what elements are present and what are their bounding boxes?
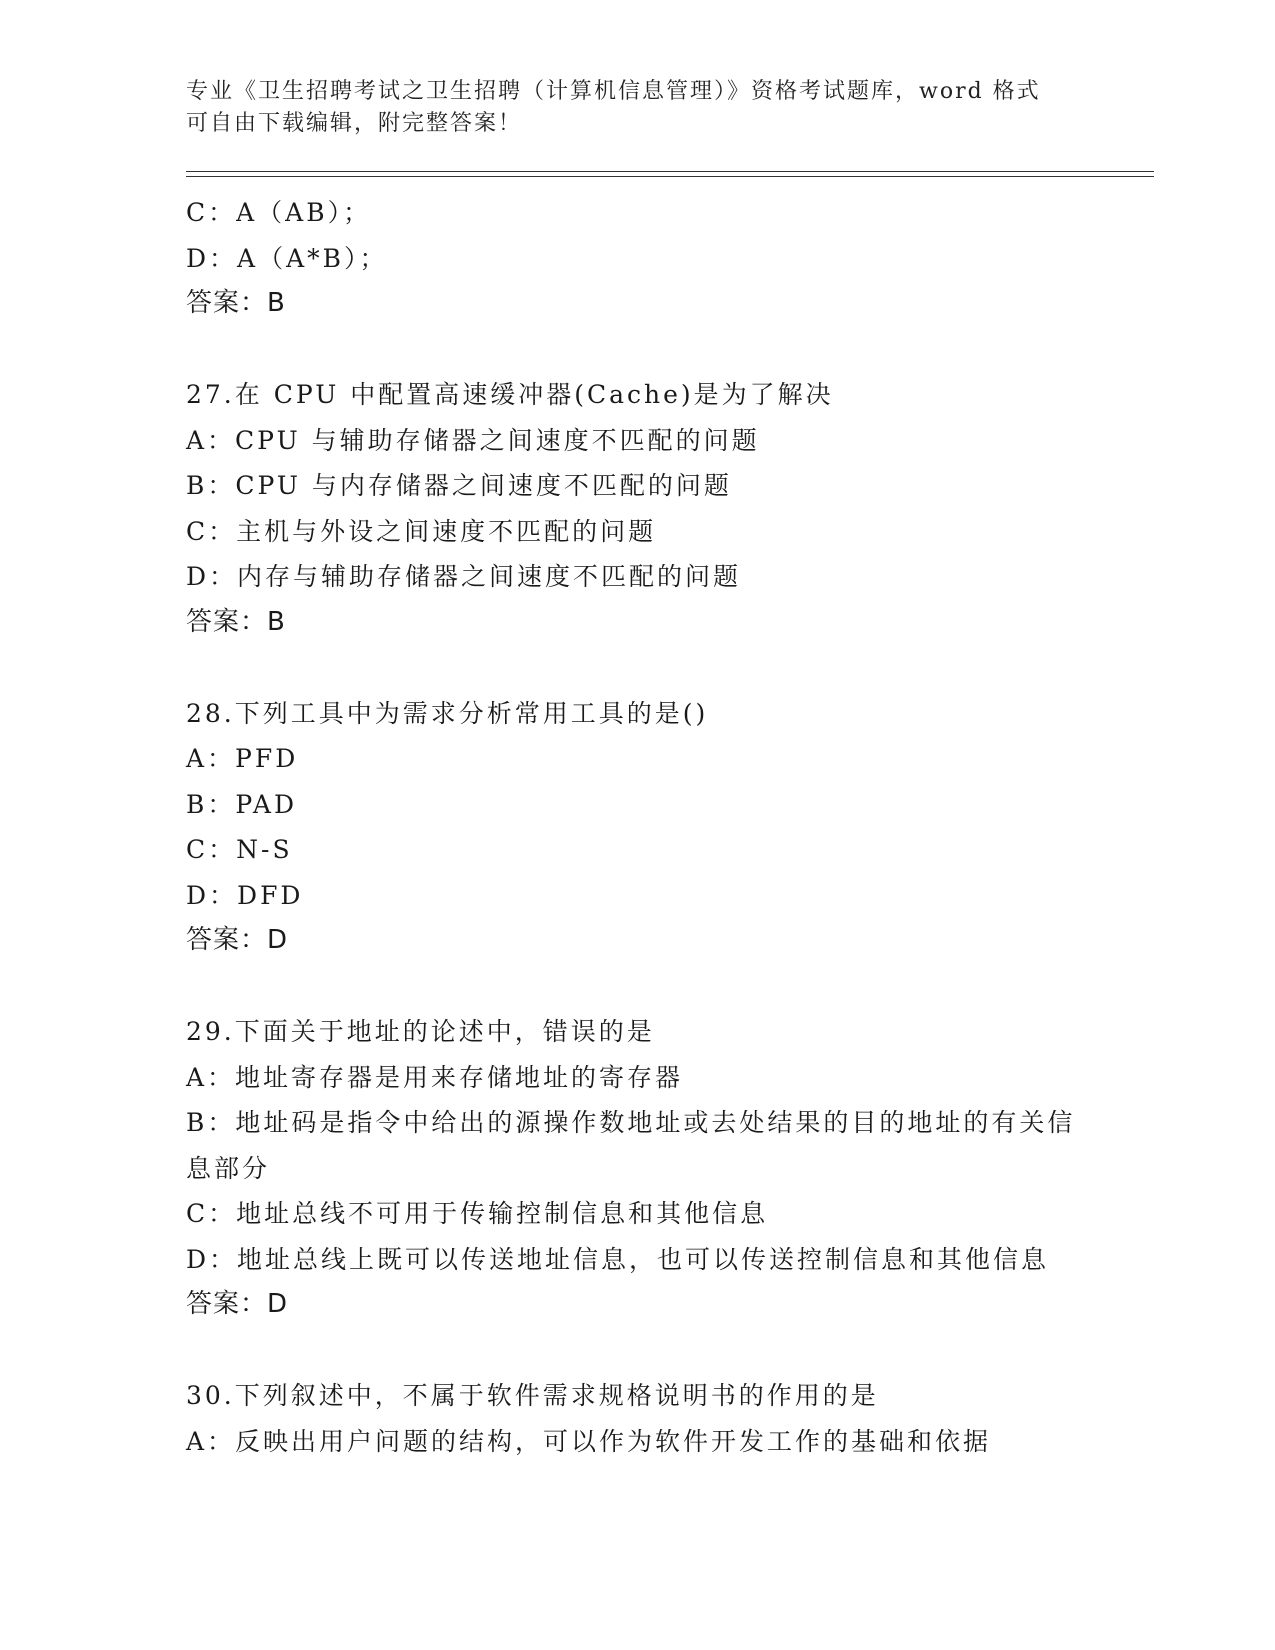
header-rule-top (186, 171, 1154, 172)
option-a: A：地址寄存器是用来存储地址的寄存器 (186, 1062, 684, 1092)
spacer (186, 327, 1086, 373)
option-c: C：地址总线不可用于传输控制信息和其他信息 (186, 1199, 769, 1228)
question-26-continued (186, 190, 1086, 327)
answer: 答案：D (186, 925, 289, 955)
header-rule-bottom (186, 176, 1154, 177)
option-d: D：A（A*B）； (186, 243, 388, 273)
question-30 (186, 1373, 1086, 1464)
spacer (186, 1328, 1086, 1374)
question-stem: 27.在 CPU 中配置高速缓冲器(Cache)是为了解决 (186, 380, 834, 409)
question-29 (186, 1009, 1086, 1328)
option-c: C：主机与外设之间速度不匹配的问题 (186, 516, 657, 546)
question-stem: 30.下列叙述中，不属于软件需求规格说明书的作用的是 (186, 1381, 879, 1410)
option-a: A：PFD (186, 744, 299, 773)
question-stem: 28.下列工具中为需求分析常用工具的是() (186, 698, 709, 728)
answer: 答案：D (186, 1289, 289, 1319)
spacer (186, 964, 1086, 1010)
option-c: C：N-S (186, 835, 293, 864)
option-c: C：A（AB）； (186, 198, 372, 227)
option-d: D：内存与辅助存储器之间速度不匹配的问题 (186, 562, 742, 591)
option-d: D：DFD (186, 880, 304, 910)
question-list (186, 190, 1086, 1464)
option-a: A：反映出用户问题的结构，可以作为软件开发工作的基础和依据 (186, 1426, 992, 1456)
answer: 答案：B (186, 288, 286, 318)
option-b: B：地址码是指令中给出的源操作数地址或去处结果的目的地址的有关信息部分 (186, 1108, 1076, 1183)
option-b: B：PAD (186, 789, 297, 819)
header-line-1: 专业《卫生招聘考试之卫生招聘（计算机信息管理）》资格考试题库，word 格式 (186, 79, 1041, 104)
question-stem: 29.下面关于地址的论述中，错误的是 (186, 1017, 655, 1046)
question-27 (186, 372, 1086, 645)
header-line-2: 可自由下载编辑，附完整答案！ (186, 111, 523, 136)
question-28 (186, 691, 1086, 964)
option-d: D：地址总线上既可以传送地址信息，也可以传送控制信息和其他信息 (186, 1244, 1050, 1274)
option-b: B：CPU 与内存储器之间速度不匹配的问题 (186, 471, 732, 500)
answer: 答案：B (186, 606, 286, 637)
spacer (186, 645, 1086, 691)
document-header (186, 76, 1086, 140)
option-a: A：CPU 与辅助存储器之间速度不匹配的问题 (186, 425, 760, 455)
